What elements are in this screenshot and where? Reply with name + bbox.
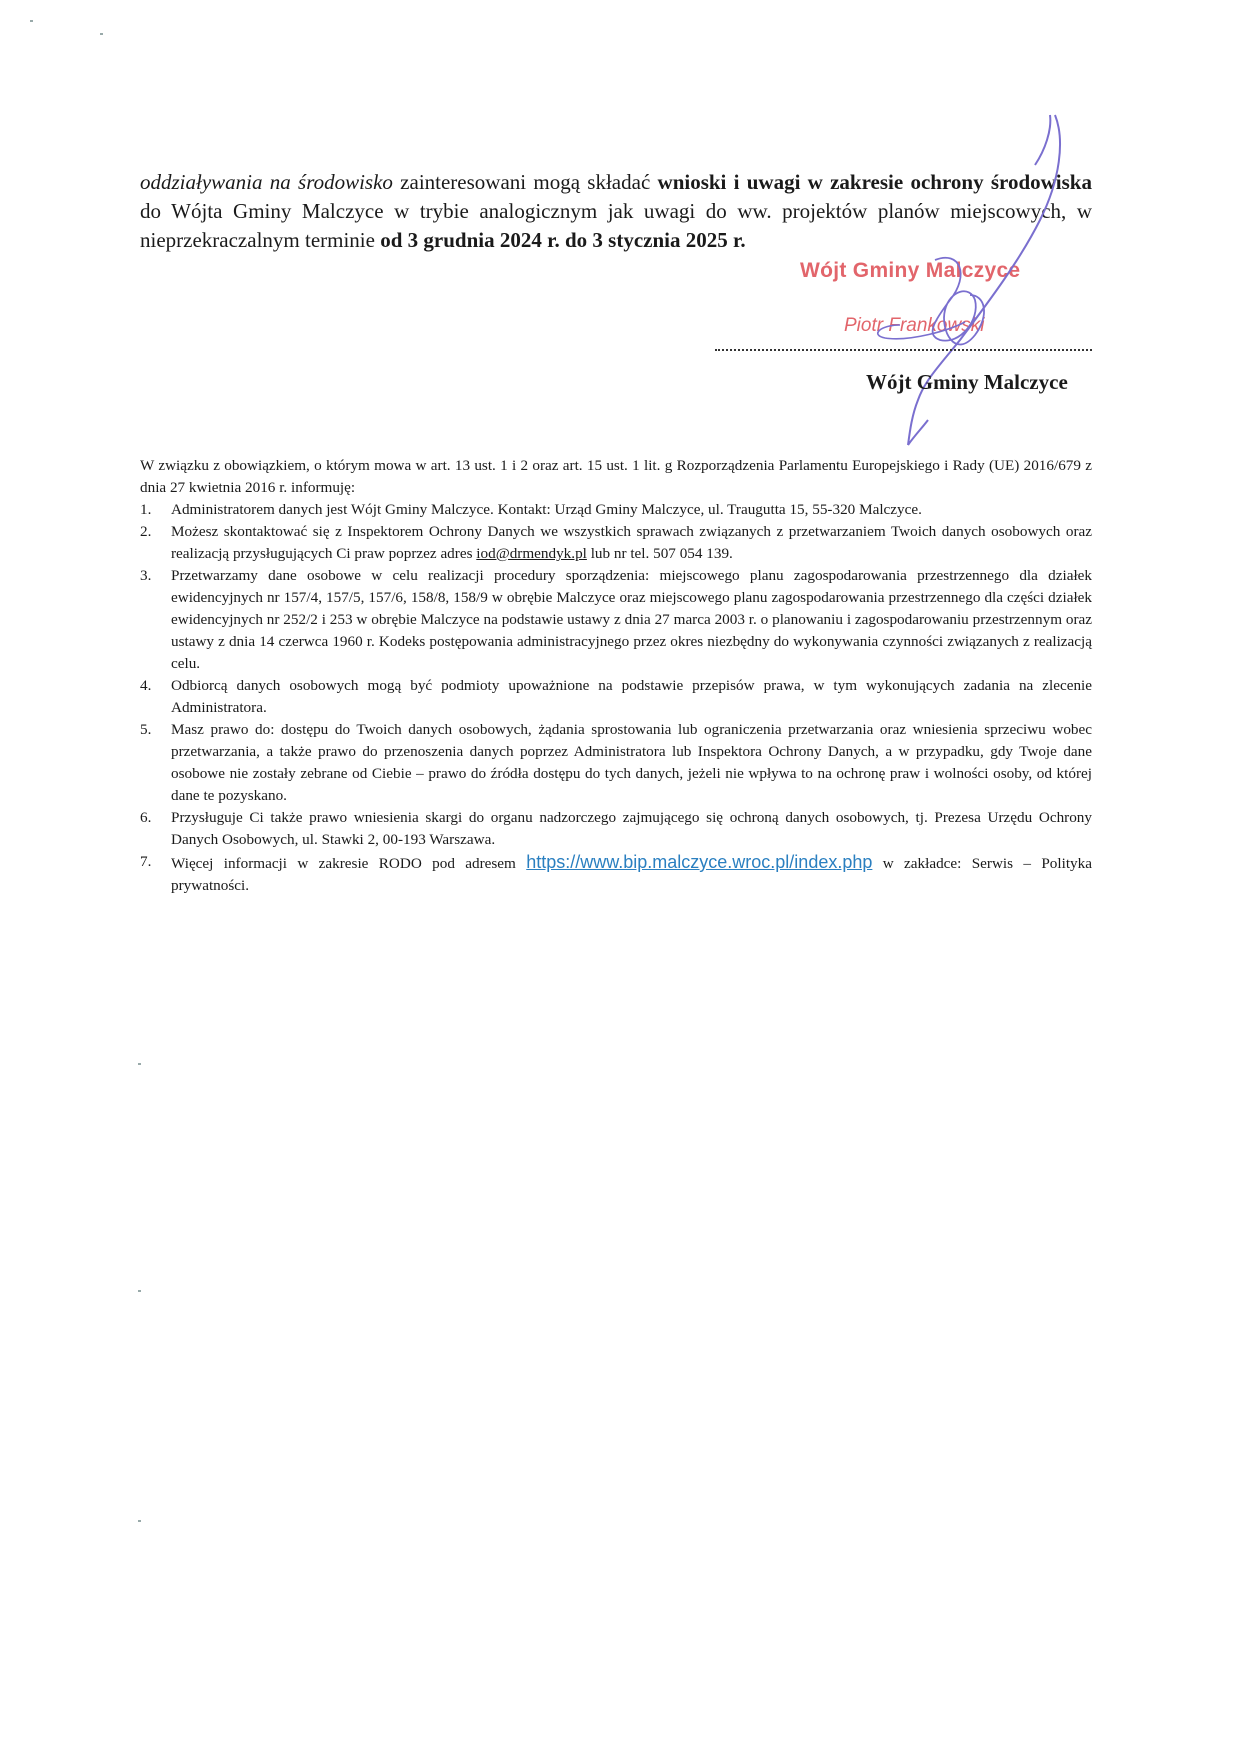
stamp-office: Wójt Gminy Malczyce (800, 259, 1021, 282)
list-text: Odbiorcą danych osobowych mogą być podmioty upoważnione na podstawie przepisów prawa, w tym wykonujących zadania na zlecenie Administratora. (171, 677, 1092, 716)
list-number: 7. (140, 853, 152, 870)
list-text: lub nr tel. 507 054 139. (586, 545, 733, 562)
scan-speck (100, 33, 103, 35)
list-item (140, 807, 1092, 851)
list-text: Więcej informacji w zakresie RODO pod adresem (171, 855, 527, 872)
intro-text-2: do Wójta Gminy Malczyce w trybie analogicznym jak uwagi do ww. projektów planów miejscowych, w nieprzekraczalnym terminie (140, 199, 1092, 252)
scan-speck (30, 20, 33, 22)
list-text: Przysługuje Ci także prawo wniesienia skargi do organu nadzorczego zajmującego się ochroną danych osobowych, tj. Prezesa Urzędu Ochrony Danych Osobowych, ul. Stawki 2, 00-193 Warszawa. (171, 809, 1092, 848)
intro-bold-1: wnioski i uwagi w zakresie ochrony środowiska (657, 170, 1092, 194)
handwritten-signature-icon (840, 110, 1070, 460)
list-number: 3. (140, 567, 152, 584)
list-item (140, 499, 1092, 521)
list-number: 2. (140, 523, 152, 540)
scan-speck (138, 1063, 141, 1065)
list-number: 4. (140, 677, 152, 694)
list-item (140, 851, 1092, 897)
list-item (140, 719, 1092, 807)
list-item (140, 675, 1092, 719)
list-text: Możesz skontaktować się z Inspektorem Ochrony Danych we wszystkich sprawach związanych z przetwarzaniem Twoich danych osobowych oraz realizacją przysługujących Ci praw poprzez adres (171, 523, 1092, 562)
rodo-list (140, 499, 1092, 897)
rodo-section (140, 455, 1092, 897)
list-number: 6. (140, 809, 152, 826)
iod-email-link[interactable]: iod@drmendyk.pl (476, 545, 587, 562)
signature-line (715, 349, 1092, 351)
list-text: w zakładce: Serwis – Polityka prywatności. (171, 855, 1092, 894)
list-text: Przetwarzamy dane osobowe w celu realizacji procedury sporządzenia: miejscowego planu zagospodarowania przestrzennego dla działek ewidencyjnych nr 157/4, 157/5, 157/6, 158/8, 158/9 w obrębie Malczyce oraz miejscowego planu zagospodarowania przestrzennego dla części działek ewidencyjnych nr 252/2 i 253 w obrębie Malczyce na podstawie ustawy z dnia 27 marca 2003 r. o planowaniu i zagospodarowaniu przestrzennym oraz ustawy z dnia 14 czerwca 1960 r. Kodeks postępowania administracyjnego przez okres niezbędny do wykonywania czynności związanych z realizacją celu. (171, 567, 1092, 672)
intro-text-1: zainteresowani mogą składać (392, 170, 658, 194)
list-item (140, 565, 1092, 675)
scan-speck (138, 1290, 141, 1292)
intro-italic: oddziaływania na środowisko (140, 170, 393, 194)
list-item (140, 521, 1092, 565)
bip-link[interactable]: https://www.bip.malczyce.wroc.pl/index.php (526, 852, 873, 872)
list-number: 5. (140, 721, 152, 738)
scan-speck (138, 1520, 141, 1522)
list-text: Masz prawo do: dostępu do Twoich danych osobowych, żądania sprostowania lub ograniczenia przetwarzania oraz wniesienia sprzeciwu wobec przetwarzania, a także prawo do przenoszenia danych poprzez Administratora lub Inspektora Ochrony Danych, a w przypadku, gdy Twoje dane osobowe nie zostały zebrane od Ciebie – prawo do źródła dostępu do tych danych, jeżeli nie wpływa to na ochronę praw i wolności osoby, od której dane te pozyskano. (171, 721, 1092, 804)
stamp-person: Piotr Frankowski (844, 315, 985, 336)
signature-title: Wójt Gminy Malczyce (866, 370, 1068, 394)
intro-deadline: od 3 grudnia 2024 r. do 3 stycznia 2025 r. (380, 228, 746, 252)
rodo-intro: W związku z obowiązkiem, o którym mowa w art. 13 ust. 1 i 2 oraz art. 15 ust. 1 lit. g Rozporządzenia Parlamentu Europejskiego i Rady (UE) 2016/679 z dnia 27 kwietnia 2016 r. informuję: (140, 457, 1092, 496)
list-text: Administratorem danych jest Wójt Gminy Malczyce. Kontakt: Urząd Gminy Malczyce, ul. Traugutta 15, 55-320 Malczyce. (171, 501, 922, 518)
list-number: 1. (140, 501, 152, 518)
intro-paragraph (140, 168, 1092, 255)
